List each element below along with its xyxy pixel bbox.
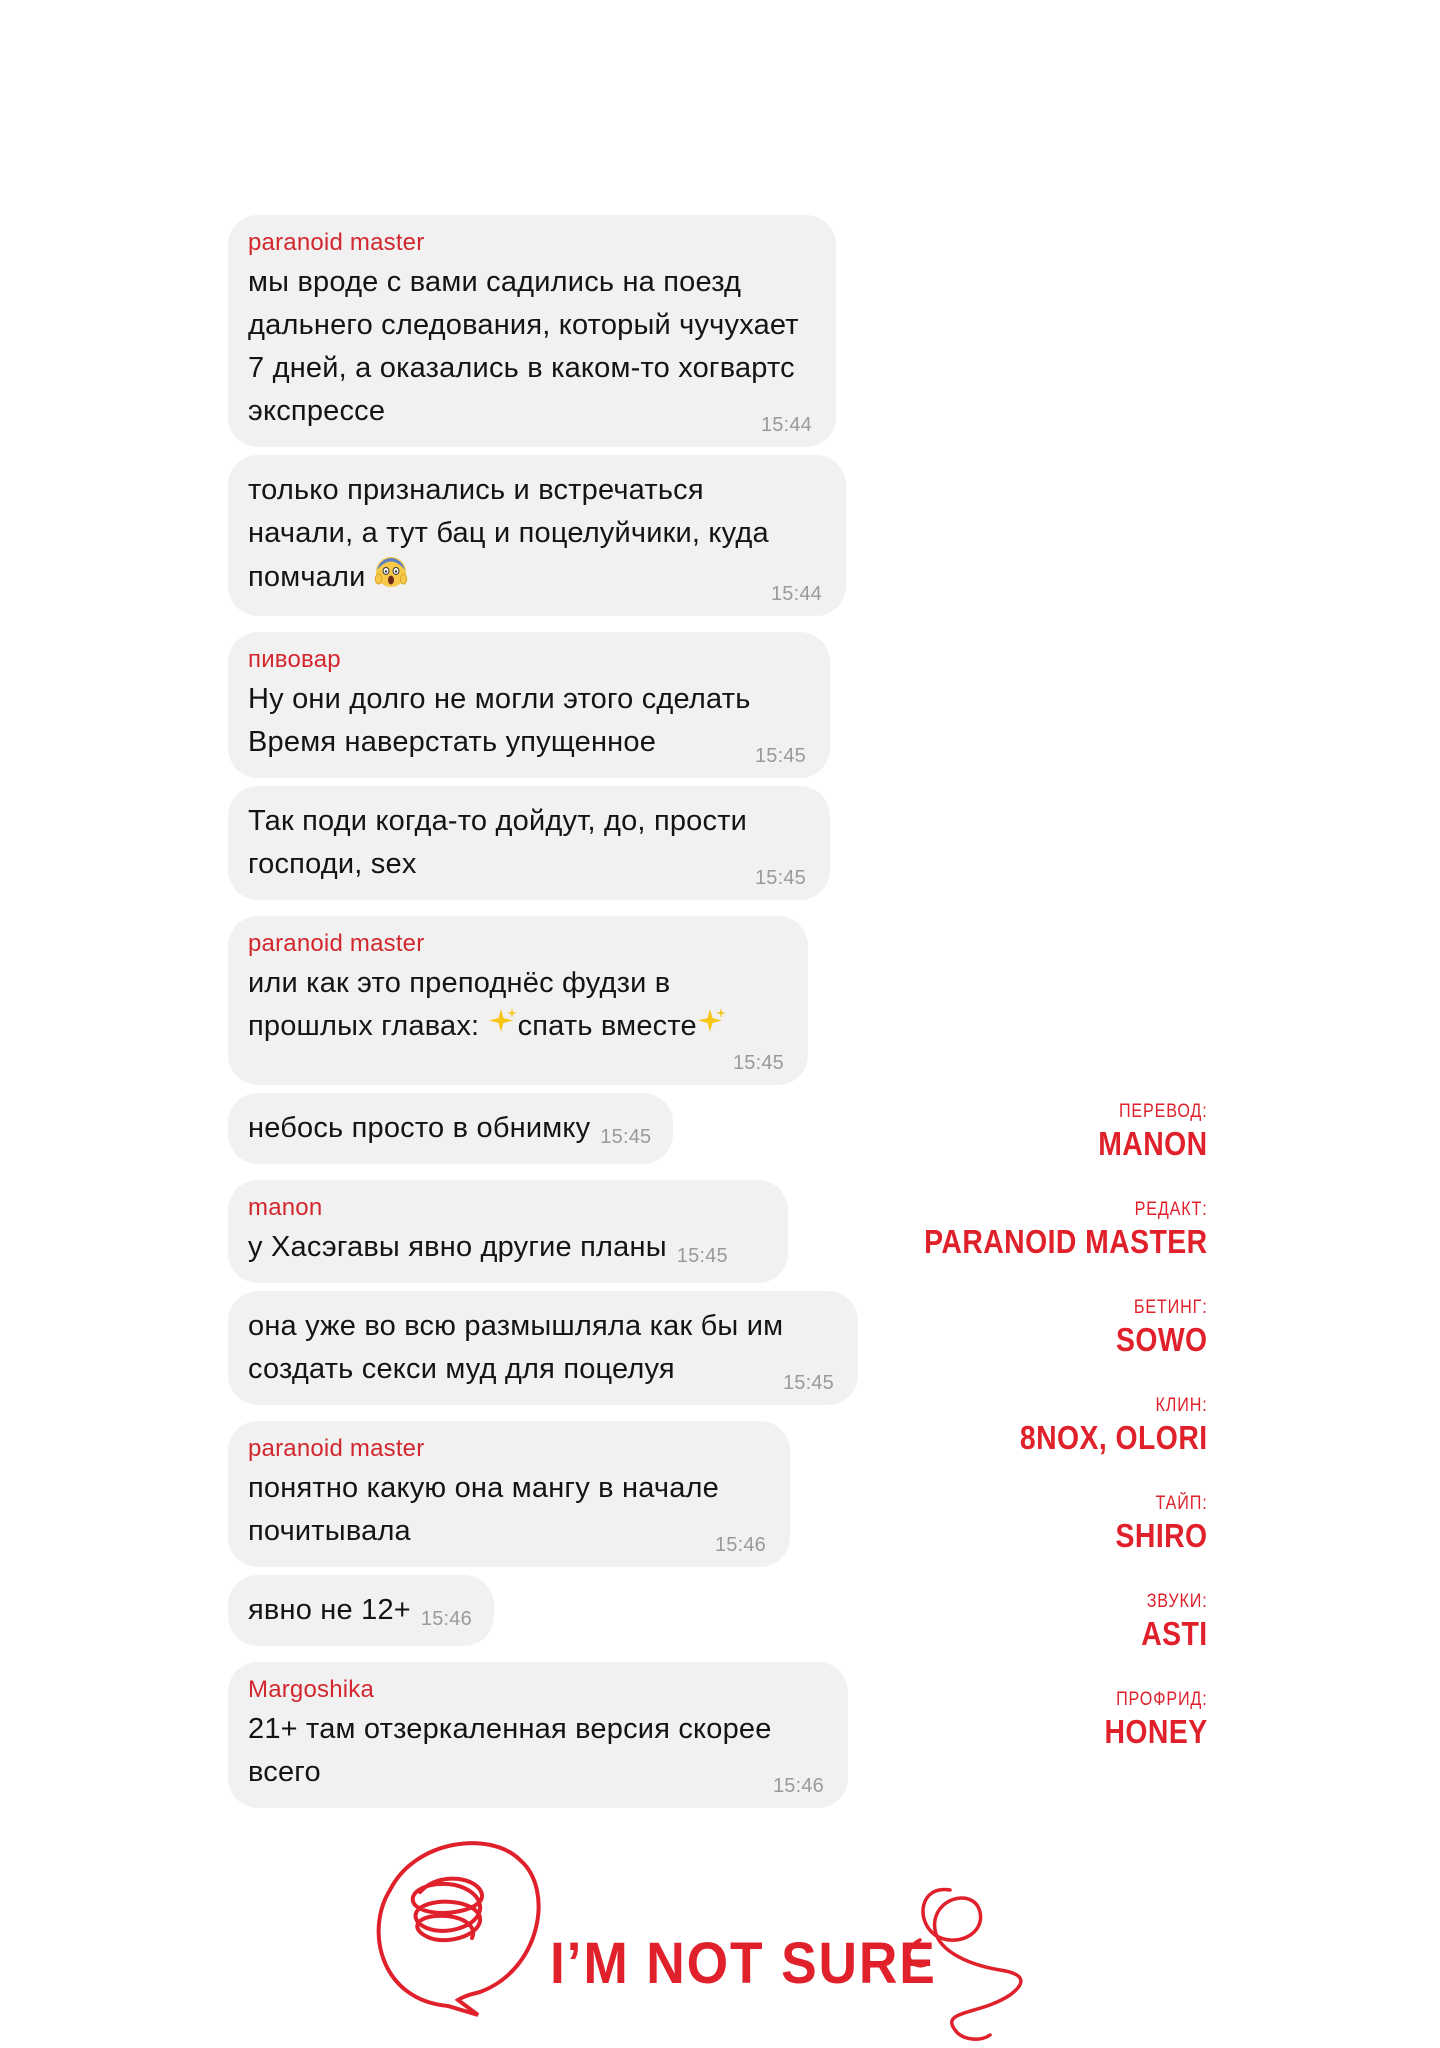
scribble-bubble-icon [360,1800,1060,2048]
message-time: 15:45 [754,867,806,889]
message-text-wrap [248,962,796,1049]
message-text: явно не 12+ [248,1593,411,1626]
message-time: 15:44 [770,583,822,605]
message-time: 15:45 [676,1244,728,1267]
message-sender: paranoid master [248,930,425,957]
message-time: 15:44 [760,414,812,436]
credit-name: SOWO [1116,1321,1208,1358]
message-text: мы вроде с вами садились на поезд дальнего следования, который чучухает 7 дней, а оказались в каком-то хогвартс экспрессе [248,266,799,427]
message-text: только признались и встречаться начали, а тут бац и поцелуйчики, куда помчали [248,474,769,594]
message-text: у Хасэгавы явно другие планы [248,1230,667,1263]
team-logo [360,1800,1060,2048]
credit-role: КЛИН: [1155,1395,1208,1416]
message-sender: Margoshika [248,1675,375,1703]
message-text: или как это преподнёс фудзи в прошлых главах: [248,967,671,1042]
message-time: 15:45 [732,1051,784,1074]
message-bubble[interactable] [228,916,808,1085]
credit-role: РЕДАКТ: [1135,1199,1208,1220]
message-time: 15:46 [772,1774,824,1797]
message-bubble[interactable] [228,1575,494,1646]
credits-block [878,1100,1208,1786]
sparkles-icon [697,1006,727,1049]
message-bubble[interactable] [228,1421,790,1567]
message-text: понятно какую она мангу в начале почитывала [248,1471,720,1547]
message-bubble[interactable] [228,1662,848,1808]
credit-name: HONEY [1104,1713,1208,1750]
message-sender: manon [248,1193,323,1221]
credit-role: ПРОФРИД: [1116,1689,1208,1710]
message-text-wrap [248,469,824,602]
credit-role: ЗВУКИ: [1147,1591,1208,1612]
message-time: 15:45 [600,1125,652,1148]
message-text: небось просто в обнимку [248,1111,591,1144]
credit-name: SHIRO [1115,1517,1208,1554]
message-text: Ну они долго не могли этого сделать Время наверстать упущенное [248,683,751,758]
message-time: 15:46 [714,1533,766,1556]
credit-role: БЕТИНГ: [1134,1297,1208,1318]
credit-name: MANON [1098,1125,1208,1162]
message-text: она уже во всю размышляла как бы им создать секси муд для поцелуя [248,1309,784,1385]
credit-name: 8NOX, OLORI [1020,1419,1208,1456]
message-bubble[interactable] [228,215,836,447]
message-bubble[interactable] [228,632,830,778]
scream-emoji-icon [374,555,408,602]
message-text-highlight: спать вместе [517,1010,697,1042]
sparkles-icon [488,1006,518,1049]
message-bubble[interactable] [228,455,846,616]
credit-role: ПЕРЕВОД: [1119,1101,1208,1122]
credit-role: ТАЙП: [1155,1493,1208,1514]
credit-name: ASTI [1141,1615,1208,1652]
message-time: 15:45 [782,1371,834,1394]
chat-thread [228,215,868,1808]
message-sender: paranoid master [248,229,425,256]
message-sender: paranoid master [248,1434,425,1462]
message-bubble[interactable] [228,786,830,900]
message-time: 15:46 [420,1607,472,1630]
message-sender: пивовар [248,646,341,673]
message-text: Так поди когда-то дойдут, до, прости господи, sex [248,805,748,880]
message-bubble[interactable] [228,1291,858,1405]
message-time: 15:45 [754,745,806,767]
logo-text: I’M NOT SURE [550,1931,937,1996]
message-bubble[interactable] [228,1093,673,1164]
message-text: 21+ там отзеркаленная версия скорее всего [248,1712,772,1788]
credit-name: PARANOID MASTER [924,1223,1208,1260]
message-bubble[interactable] [228,1180,788,1283]
